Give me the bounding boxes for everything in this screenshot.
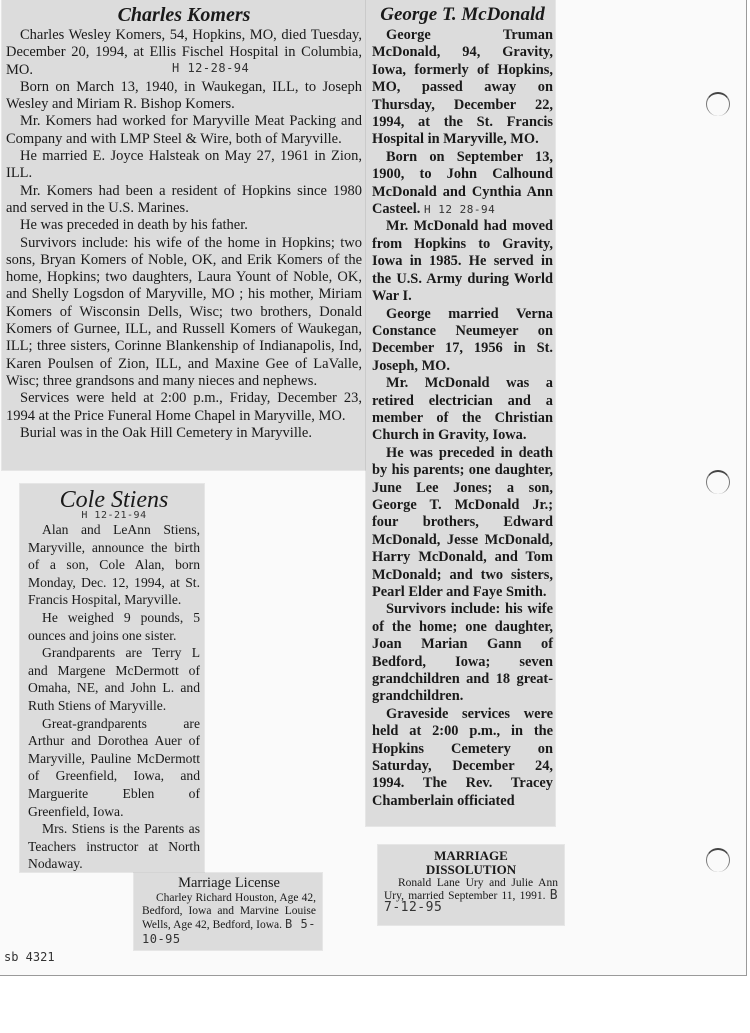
binder-hole-bottom (706, 848, 730, 872)
birth-announcement-title: Cole Stiens (59, 487, 169, 513)
birth-announcement-stiens-clipping (20, 484, 204, 872)
komers-handwritten-date: H 12-28-94 (172, 61, 250, 75)
komers-paragraph: Survivors include: his wife of the home in Hopkins; two sons, Bryan Komers of Noble, OK, and Erik Komers of the home, Hopkins; two daughters, Laura Yount of Noble, OK, and Shelly Logsdon of Maryville, MO ; his mother, Miriam Komers of Wisconsin Dells, Wisc; two brothers, Donald Komers of Gurnee, ILL, and Russell Komers of Waukegan, ILL; three sisters, Corinne Blankenship of Indianapolis, Ind, Karen Poulsen of Zion, ILL, and Maxine Gee of LaValle, Wisc; three grandsons and many nieces and nephews. (6, 234, 362, 389)
dissolution-text (384, 877, 558, 915)
mcdonald-paragraph: He was preceded in death by his parents; one daughter, June Lee Jones; a son, George T. McDonald Jr.; four brothers, Edward McDonald, Jesse McDonald, Harry McDonald, and Tom McDonald; and two sisters, Pearl Elder and Faye Smith. (372, 444, 553, 600)
marriage-dissolution-clipping (378, 845, 564, 925)
archive-id-label: sb 4321 (4, 950, 55, 964)
stiens-paragraph: Great-grandparents are Arthur and Dorothea Auer of Maryville, Pauline McDermott of Greenfield, Iowa, and Marguerite Eblen of Greenfield, Iowa. (28, 715, 200, 819)
marriage-license-text (142, 892, 316, 947)
obituary-komers-title: Charles Komers (117, 4, 251, 26)
dissolution-body: Ronald Lane Ury and Julie Ann Ury, married September 11, 1991. (384, 877, 558, 902)
mcdonald-paragraph: Survivors include: his wife of the home; one daughter, Joan Marian Gann of Bedford, Iowa; seven grandchildren and 18 great-grandchildren. (372, 601, 553, 705)
dissolution-heading-line2: DISSOLUTION (425, 862, 517, 877)
dissolution-handwritten-date: B 7-12-95 (384, 887, 559, 915)
mcdonald-paragraph: Mr. McDonald was a retired electrician and a member of the Christian Church in Gravity, Iowa. (372, 375, 553, 444)
marriage-license-handwritten-date: B 5-10-95 (142, 917, 316, 946)
komers-paragraph: Born on March 13, 1940, in Waukegan, ILL, to Joseph Wesley and Miriam R. Bishop Komers. (6, 78, 362, 113)
mcdonald-paragraph-text: Born on September 13, 1900, to John Calhound McDonald and Cynthia Ann Casteel. (372, 148, 553, 218)
komers-paragraph: Charles Wesley Komers, 54, Hopkins, MO, died Tuesday, December 20, 1994, at Ellis Fischel Hospital in Columbia, MO. (6, 27, 362, 78)
obituary-mcdonald-title: George T. McDonald (380, 4, 545, 25)
marriage-license-body: Charley Richard Houston, Age 42, Bedford, Iowa and Marvine Louise Wells, Age 42, Bedford, Iowa. (142, 892, 316, 932)
komers-paragraph: Mr. Komers had been a resident of Hopkins since 1980 and served in the U.S. Marines. (6, 182, 362, 216)
marriage-license-heading: Marriage License (178, 875, 280, 891)
komers-paragraph: Burial was in the Oak Hill Cemetery in Maryville. (20, 424, 312, 441)
binder-hole-middle (706, 470, 730, 494)
mcdonald-paragraph: Graveside services were held at 2:00 p.m., in the Hopkins Cemetery on Saturday, December 24, 1994. The Rev. Tracey Chamberlain officiated (372, 705, 553, 809)
marriage-license-clipping (134, 873, 322, 950)
stiens-handwritten-date: H 12-21-94 (81, 510, 147, 521)
stiens-paragraph: Alan and LeAnn Stiens, Maryville, announce the birth of a son, Cole Alan, born Monday, Dec. 12, 1994, at St. Francis Hospital, Maryville. (28, 522, 200, 608)
mcdonald-handwritten-date: H 12 28-94 (423, 203, 496, 217)
mcdonald-paragraph: Mr. McDonald had moved from Hopkins to Gravity, Iowa in 1985. He served in the U.S. Army during World War I. (372, 218, 553, 305)
mcdonald-paragraph (372, 149, 553, 219)
binder-hole-top (706, 92, 730, 116)
mcdonald-paragraph: George Truman McDonald, 94, Gravity, Iowa, formerly of Hopkins, MO, passed away on Thursday, December 22, 1994, at the St. Francis Hospital in Maryville, MO. (372, 27, 553, 148)
komers-paragraph: He married E. Joyce Halsteak on May 27, 1961 in Zion, ILL. (6, 148, 362, 182)
dissolution-heading-line1: MARRIAGE (434, 848, 508, 863)
obituary-mcdonald-clipping (366, 0, 555, 826)
komers-paragraph: Mr. Komers had worked for Maryville Meat Packing and Company and with LMP Steel & Wire, both of Maryville. (6, 113, 362, 147)
komers-paragraph: Services were held at 2:00 p.m., Friday, December 23, 1994 at the Price Funeral Home Chapel in Maryville, MO. (6, 390, 362, 424)
obituary-komers-clipping (2, 0, 368, 470)
komers-paragraph: He was preceded in death by his father. (20, 217, 248, 234)
stiens-paragraph: Mrs. Stiens is the Parents as Teachers instructor at North Nodaway. (28, 821, 200, 872)
mcdonald-paragraph: George married Verna Constance Neumeyer on December 17, 1956 in St. Joseph, MO. (372, 305, 553, 374)
stiens-paragraph: He weighed 9 pounds, 5 ounces and joins one sister. (28, 609, 200, 643)
stiens-paragraph: Grandparents are Terry L and Margene McDermott of Omaha, NE, and John L. and Ruth Stiens of Maryville. (28, 645, 200, 713)
